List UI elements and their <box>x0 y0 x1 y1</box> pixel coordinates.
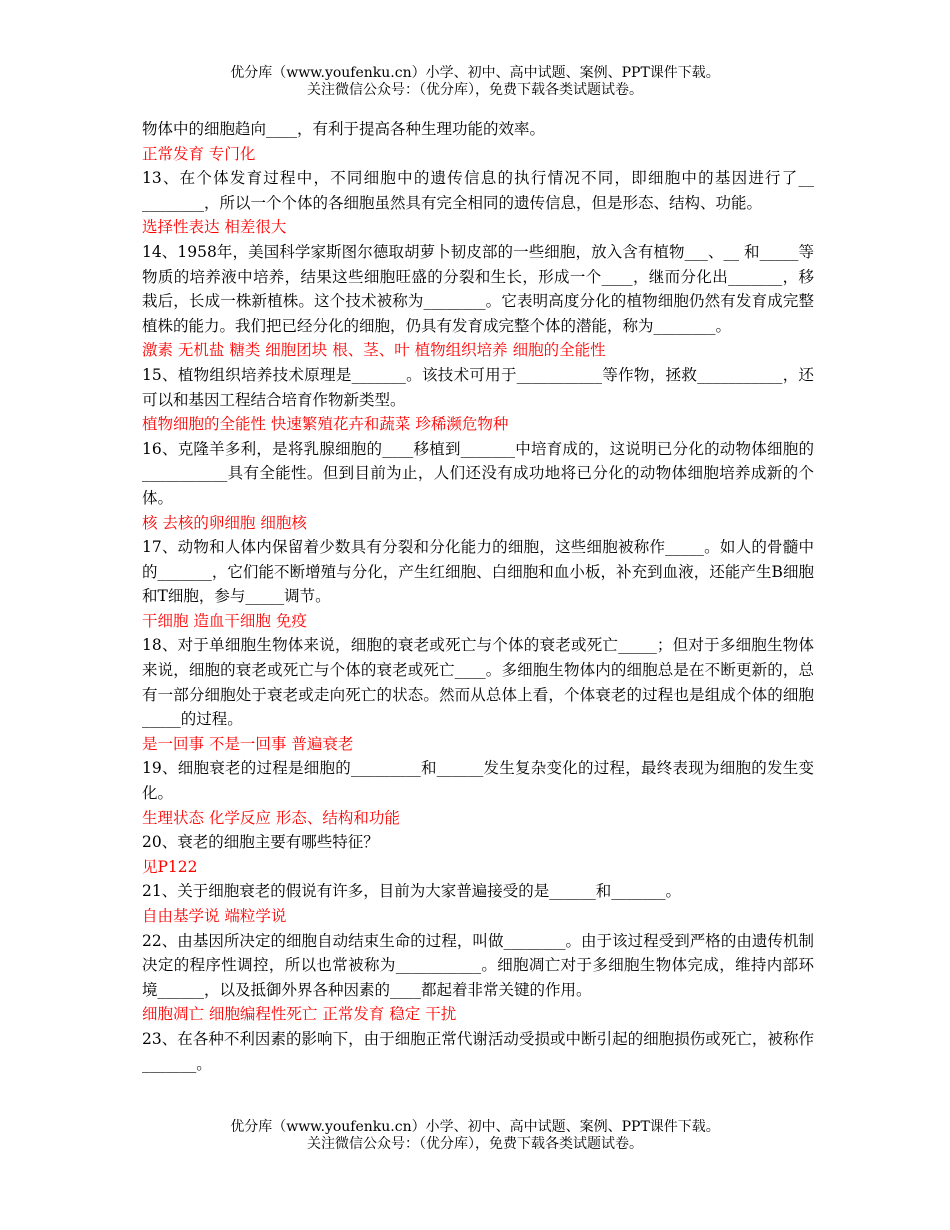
header-line-2: 关注微信公众号：（优分库），免费下载各类试题试卷。 <box>307 82 643 98</box>
answer-text: 激素 无机盐 糖类 细胞团块 根、茎、叶 植物组织培养 细胞的全能性 <box>142 341 606 360</box>
answer-text: 是一回事 不是一回事 普遍衰老 <box>142 734 354 753</box>
page-header <box>0 65 950 99</box>
answer-text: 见P122 <box>142 857 198 876</box>
answer-text: 生理状态 化学反应 形态、结构和功能 <box>142 808 400 827</box>
answer-text: 植物细胞的全能性 快速繁殖花卉和蔬菜 珍稀濒危物种 <box>142 415 509 434</box>
answer-text: 细胞凋亡 细胞编程性死亡 正常发育 稳定 干扰 <box>142 1005 457 1024</box>
footer-line-1: 优分库（www.youfenku.cn）小学、初中、高中试题、案例、PPT课件下载。 <box>230 1119 720 1135</box>
answer-text: 选择性表达 相差很大 <box>142 218 287 237</box>
answer-text: 核 去核的卵细胞 细胞核 <box>142 513 307 532</box>
page-footer <box>0 1119 950 1153</box>
question-text: 13、在个体发育过程中，不同细胞中的遗传信息的执行情况不同，即细胞中的基因进行了__ ________，所以一个个体的各细胞虽然具有完全相同的遗传信息，但是形态、结构、功能。 <box>142 169 814 212</box>
question-text: 14、1958年，美国科学家斯图尔德取胡萝卜韧皮部的一些细胞，放入含有植物___、__ 和_____等物质的培养液中培养，结果这些细胞旺盛的分裂和生长，形成一个____，继而分化出_______，移栽后，长成一株新植株。这个技术被称为________。它表明高度分化的植物细胞仍然有发育成完整植株的能力。我们把已经分化的细胞，仍具有发育成完整个体的潜能，称为________。 <box>142 242 814 335</box>
answer-text: 干细胞 造血干细胞 免疫 <box>142 611 307 630</box>
document-body <box>142 117 814 1076</box>
question-text: 物体中的细胞趋向____，有利于提高各种生理功能的效率。 <box>142 120 546 138</box>
footer-line-2: 关注微信公众号：（优分库），免费下载各类试题试卷。 <box>307 1136 643 1152</box>
question-text: 21、关于细胞衰老的假说有许多，目前为大家普遍接受的是______和_______。 <box>142 882 681 901</box>
header-line-1: 优分库（www.youfenku.cn）小学、初中、高中试题、案例、PPT课件下载。 <box>230 65 720 81</box>
question-text: 17、动物和人体内保留着少数具有分裂和分化能力的细胞，这些细胞被称作_____。如人的骨髓中的_______，它们能不断增殖与分化，产生红细胞、白细胞和血小板，补充到血液，还能产生B细胞和T细胞，参与_____调节。 <box>142 538 814 606</box>
answer-text: 正常发育 专门化 <box>142 144 256 163</box>
question-text: 18、对于单细胞生物体来说，细胞的衰老或死亡与个体的衰老或死亡_____；但对于多细胞生物体来说，细胞的衰老或死亡与个体的衰老或死亡____。多细胞生物体内的细胞总是在不断更新的，总有一部分细胞处于衰老或走向死亡的状态。然而从总体上看，个体衰老的过程也是组成个体的细胞_____的过程。 <box>142 636 814 729</box>
question-text: 22、由基因所决定的细胞自动结束生命的过程，叫做________。由于该过程受到严格的由遗传机制决定的程序性调控，所以也常被称为___________。细胞凋亡对于多细胞生物体完成，维持内部环境______，以及抵御外界各种因素的____都起着非常关键的作用。 <box>142 931 814 999</box>
question-text: 23、在各种不利因素的影响下，由于细胞正常代谢活动受损或中断引起的细胞损伤或死亡，被称作_______。 <box>142 1029 814 1073</box>
question-text: 19、细胞衰老的过程是细胞的_________和______发生复杂变化的过程，最终表现为细胞的发生变化。 <box>142 759 814 803</box>
answer-text: 自由基学说 端粒学说 <box>142 907 287 925</box>
question-text: 15、植物组织培养技术原理是_______。该技术可用于___________等作物，拯救___________，还可以和基因工程结合培育作物新类型。 <box>142 365 814 409</box>
question-text: 16、克隆羊多利，是将乳腺细胞的____移植到_______中培育成的，这说明已分化的动物体细胞的___________具有全能性。但到目前为止，人们还没有成功地将已分化的动物体细胞培养成新的个体。 <box>142 439 814 507</box>
question-text: 20、衰老的细胞主要有哪些特征？ <box>142 833 379 852</box>
